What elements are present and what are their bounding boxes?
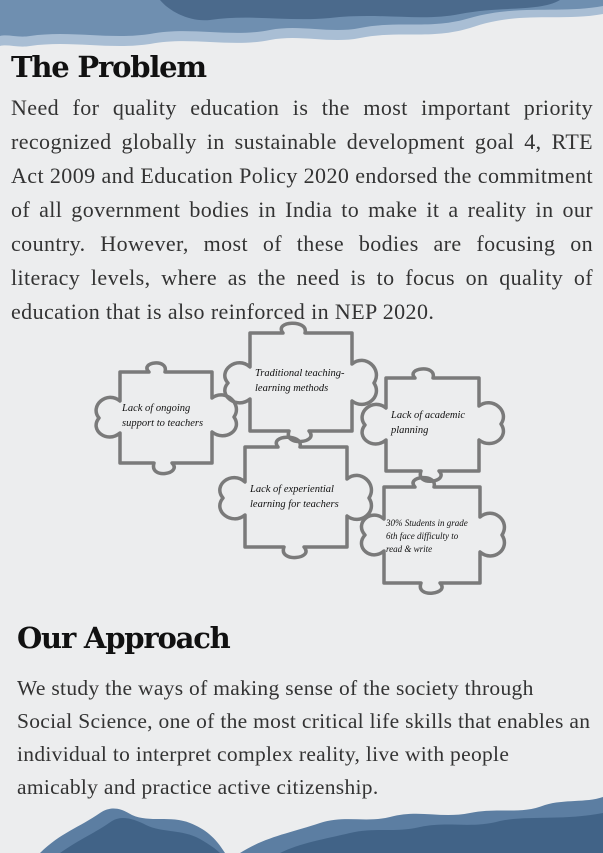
puzzle-label: 30% Students in grade 6th face difficulty to read & write [386, 518, 468, 554]
puzzle-label: Lack of ongoing support to teachers [122, 403, 204, 429]
problem-heading: The Problem [11, 50, 206, 84]
puzzle-label: Lack of academic planning [391, 410, 466, 436]
approach-heading: Our Approach [17, 621, 230, 655]
problem-paragraph: Need for quality education is the most important priority recognized globally in sustainable development goal 4, RTE Act 2009 and Education Policy 2020 endorsed the commitment of all government bodies in India to make it a reality in our country. However, most of these bodies are focusing on literacy levels, where as the need is to focus on quality of education that is also reinforced in NEP 2020. [11, 95, 593, 324]
puzzle-label: Lack of experiential learning for teachers [250, 484, 339, 510]
puzzle-piece-academic-planning [363, 376, 505, 473]
puzzle-label: Traditional teaching-learning methods [255, 368, 345, 394]
puzzle-piece-experiential-learning [220, 445, 375, 549]
approach-paragraph: We study the ways of making sense of the society through Social Science, one of the most critical life skills that enables an individual to interpret complex reality, live with people amicably and practice active citizenship. [17, 676, 591, 799]
puzzle-piece-traditional-methods [225, 331, 380, 433]
watercolor-bottom-decoration [0, 793, 603, 853]
puzzle-piece-reading-difficulty [363, 485, 506, 585]
puzzle-piece-ongoing-support [97, 370, 239, 465]
